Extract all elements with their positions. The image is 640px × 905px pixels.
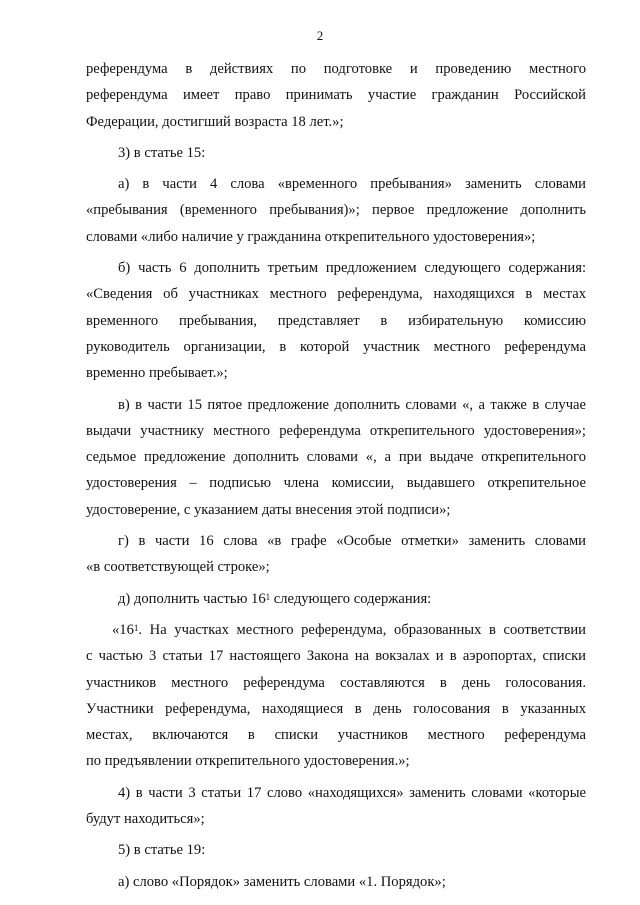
subitem-g-part-16 [86, 528, 586, 581]
text-line: по предъявлении открепительного удостоверения.»; [86, 753, 410, 770]
text-line: 3) в статье 15: [118, 144, 206, 161]
text-fragment: . На участках местного референдума, образованных в соответствии [138, 621, 586, 638]
text-line: удостоверения – подписью члена комиссии, выдавшего открепительное [86, 475, 586, 492]
text-line: б) часть 6 дополнить третьим предложением следующего содержания: [118, 260, 586, 277]
text-line: будут находиться»; [86, 811, 205, 828]
paragraph-referendum-participation [86, 56, 586, 135]
text-line: 4) в части 3 статьи 17 слово «находящихся» заменить словами «которые [118, 784, 586, 801]
text-line: «в соответствующей строке»; [86, 559, 270, 576]
text-line: 5) в статье 19: [118, 842, 206, 859]
text-line: референдума в действиях по подготовке и проведению местного [86, 61, 586, 77]
subitem-v-part-15 [86, 392, 586, 523]
subitem-a-part-4 [86, 171, 586, 250]
text-line: временного пребывания, представляет в избирательную комиссию [86, 312, 586, 329]
page-number: 2 [316, 28, 324, 43]
text-line: в) в части 15 пятое предложение дополнить словами «, а также в случае [118, 396, 586, 413]
text-line: выдачи участнику местного референдума открепительного удостоверения»; [86, 422, 586, 439]
superscript: 1 [133, 622, 139, 633]
text-line [86, 586, 586, 612]
text-line: г) в части 16 слова «в графе «Особые отметки» заменить словами [118, 533, 586, 550]
quoted-part-16-1 [86, 617, 586, 775]
text-fragment: «16 [112, 621, 134, 638]
text-line: «Сведения об участниках местного референдума, находящихся в местах [86, 286, 586, 303]
item-4-article-17 [86, 780, 586, 833]
text-line: местах, включаются в списки участников местного референдума [86, 727, 586, 744]
subitem-a-article-19 [86, 869, 586, 895]
text-line: «пребывания (временного пребывания)»; первое предложение дополнить [86, 202, 586, 219]
text-line: а) в части 4 слова «временного пребывания» заменить словами [118, 176, 586, 193]
item-5-article-19 [86, 837, 586, 863]
text-line: временно пребывает.»; [86, 365, 228, 382]
subitem-b-part-6 [86, 255, 586, 386]
text-line: с частью 3 статьи 17 настоящего Закона на вокзалах и в аэропортах, списки [86, 648, 586, 665]
superscript: 1 [265, 591, 271, 602]
text-line: словами «либо наличие у гражданина открепительного удостоверения»; [86, 228, 536, 245]
text-line [86, 617, 586, 643]
text-line: участников местного референдума составляются в день голосования. [86, 674, 586, 691]
text-line: Федерации, достигший возраста 18 лет.»; [86, 113, 344, 130]
text-fragment: д) дополнить частью 16 [118, 590, 266, 607]
subitem-d-part-16-1 [86, 586, 586, 612]
text-line: удостоверение, с указанием даты внесения этой подписи»; [86, 501, 451, 518]
text-line: а) слово «Порядок» заменить словами «1. Порядок»; [118, 873, 446, 890]
text-line: Участники референдума, находящиеся в день голосования в указанных [86, 700, 586, 717]
text-fragment: следующего содержания: [270, 590, 432, 607]
text-line: руководитель организации, в которой участник местного референдума [86, 338, 586, 355]
item-article-15 [86, 140, 586, 166]
text-line: референдума имеет право принимать участие гражданин Российской [86, 87, 586, 104]
text-line: седьмое предложение дополнить словами «, а при выдаче открепительного [86, 449, 586, 466]
document-body [86, 56, 586, 895]
